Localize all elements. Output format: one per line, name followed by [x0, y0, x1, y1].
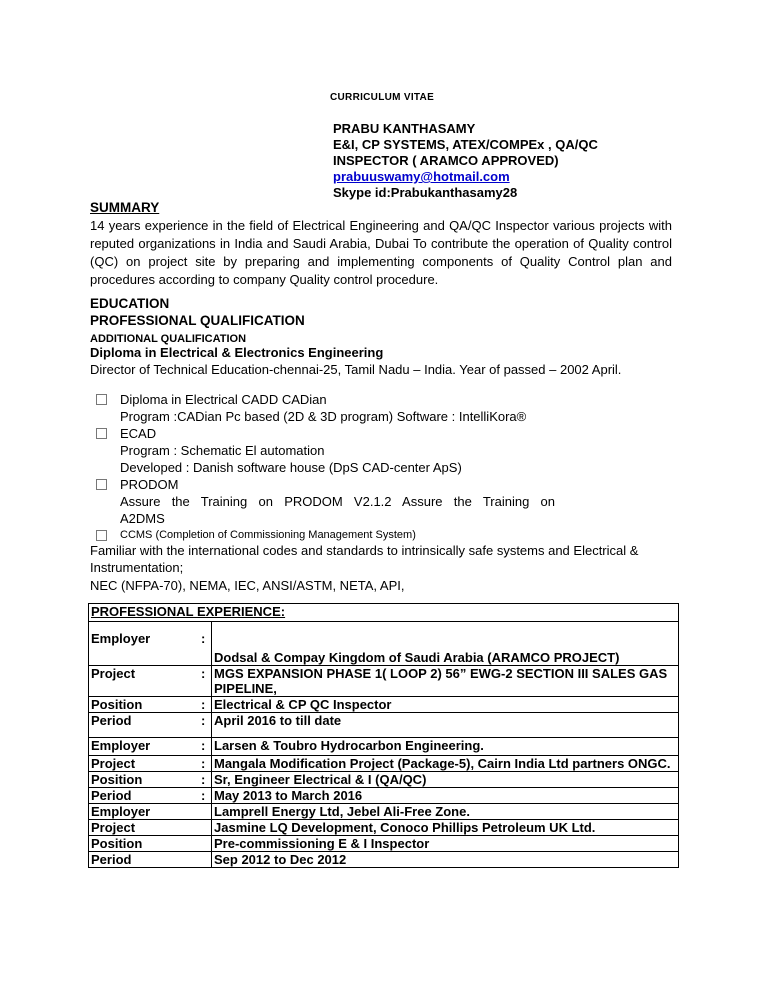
email-link[interactable]: prabuuswamy@hotmail.com: [333, 169, 510, 184]
row-label: Position: [89, 836, 202, 852]
row-label: Position: [89, 772, 202, 788]
row-colon: :: [201, 772, 212, 788]
row-label: Period: [89, 713, 202, 738]
checkbox-bullet-icon: [96, 428, 107, 439]
row-colon: :: [201, 788, 212, 804]
row-value: May 2013 to March 2016: [212, 788, 679, 804]
row-colon: [201, 820, 212, 836]
table-header-row: [89, 604, 679, 622]
list-item: [95, 391, 575, 425]
row-label: Project: [89, 756, 202, 772]
list-item: [95, 425, 575, 476]
qualification-line: Program :CADian Pc based (2D & 3D program) Software : IntelliKora®: [120, 409, 527, 424]
row-colon: [201, 852, 212, 868]
row-colon: :: [201, 713, 212, 738]
row-colon: [201, 804, 212, 820]
row-value: Mangala Modification Project (Package-5), Cairn India Ltd partners ONGC.: [212, 756, 679, 772]
row-colon: :: [201, 697, 212, 713]
table-row: [89, 697, 679, 713]
additional-qualification-heading: ADDITIONAL QUALIFICATION: [90, 333, 247, 345]
row-label: Position: [89, 697, 202, 713]
qualification-line: Program : Schematic El automation: [120, 443, 325, 458]
document-title: CURRICULUM VITAE: [330, 92, 435, 103]
qualification-line: A2DMS: [120, 511, 165, 526]
qualification-line: PRODOM: [120, 477, 179, 492]
checkbox-bullet-icon: [96, 479, 107, 490]
row-value: Pre-commissioning E & I Inspector: [212, 836, 679, 852]
table-row: [89, 804, 679, 820]
row-colon: :: [201, 738, 212, 756]
row-label: Project: [89, 820, 202, 836]
summary-text: 14 years experience in the field of Electrical Engineering and QA/QC Inspector various projects with reputed organizations in India and Saudi Arabia, Dubai To contribute the operation of Quality control (QC) on project site by preparing and implementing components of Quality Control plan and procedures according to company Quality control procedure.: [90, 218, 672, 287]
experience-heading: PROFESSIONAL EXPERIENCE:: [91, 604, 286, 619]
table-row: [89, 772, 679, 788]
row-label: Project: [89, 666, 202, 697]
row-label: Employer: [89, 622, 202, 666]
row-value: Electrical & CP QC Inspector: [212, 697, 679, 713]
row-value: April 2016 to till date: [212, 713, 679, 738]
row-colon: :: [201, 756, 212, 772]
table-row: [89, 756, 679, 772]
checkbox-bullet-icon: [96, 530, 107, 541]
row-value: Larsen & Toubro Hydrocarbon Engineering.: [212, 738, 679, 756]
table-row: [89, 738, 679, 756]
checkbox-bullet-icon: [96, 394, 107, 405]
experience-table: [88, 603, 679, 868]
standards-familiar-text: Familiar with the international codes and standards to intrinsically safe systems and Electrical & Instrumentation;: [90, 543, 639, 575]
list-item: [95, 476, 575, 527]
table-row: [89, 622, 679, 666]
qualification-list: [95, 391, 575, 544]
table-row: [89, 820, 679, 836]
row-value: Lamprell Energy Ltd, Jebel Ali-Free Zone.: [212, 804, 679, 820]
diploma-title: Diploma in Electrical & Electronics Engineering: [90, 345, 384, 360]
education-heading: EDUCATION: [90, 296, 170, 311]
qualification-line: Developed : Danish software house (DpS CAD-center ApS): [120, 460, 462, 475]
qualification-line: Diploma in Electrical CADD CADian: [120, 392, 327, 407]
skype-id: Skype id:Prabukanthasamy28: [333, 185, 518, 200]
qualification-line: ECAD: [120, 426, 157, 441]
qualification-line: Assure the Training on PRODOM V2.1.2 Assure the Training on: [120, 494, 555, 509]
qualification-line: CCMS (Completion of Commissioning Management System): [120, 529, 416, 541]
table-row: [89, 788, 679, 804]
professional-qualification-heading: PROFESSIONAL QUALIFICATION: [90, 313, 305, 328]
role-line-1: E&I, CP SYSTEMS, ATEX/COMPEx , QA/QC: [333, 137, 598, 152]
table-row: [89, 836, 679, 852]
table-row: [89, 852, 679, 868]
row-colon: :: [201, 666, 212, 697]
diploma-detail: Director of Technical Education-chennai-25, Tamil Nadu – India. Year of passed – 2002 April.: [90, 362, 622, 377]
row-value: Sr, Engineer Electrical & I (QA/QC): [212, 772, 679, 788]
table-row: [89, 666, 679, 697]
candidate-name: PRABU KANTHASAMY: [333, 121, 476, 136]
contact-block: [333, 121, 598, 201]
row-value: Jasmine LQ Development, Conoco Phillips Petroleum UK Ltd.: [212, 820, 679, 836]
summary-heading: SUMMARY: [90, 200, 160, 215]
table-row: [89, 713, 679, 738]
role-line-2: INSPECTOR ( ARAMCO APPROVED): [333, 153, 559, 168]
row-colon: :: [201, 622, 212, 666]
row-value: Dodsal & Compay Kingdom of Saudi Arabia (ARAMCO PROJECT): [212, 622, 679, 666]
row-label: Employer: [89, 738, 202, 756]
row-label: Period: [89, 852, 202, 868]
row-label: Employer: [89, 804, 202, 820]
row-colon: [201, 836, 212, 852]
standards-codes: NEC (NFPA-70), NEMA, IEC, ANSI/ASTM, NETA, API,: [90, 578, 405, 593]
row-value: Sep 2012 to Dec 2012: [212, 852, 679, 868]
row-label: Period: [89, 788, 202, 804]
row-value: MGS EXPANSION PHASE 1( LOOP 2) 56” EWG-2 SECTION III SALES GAS PIPELINE,: [212, 666, 679, 697]
